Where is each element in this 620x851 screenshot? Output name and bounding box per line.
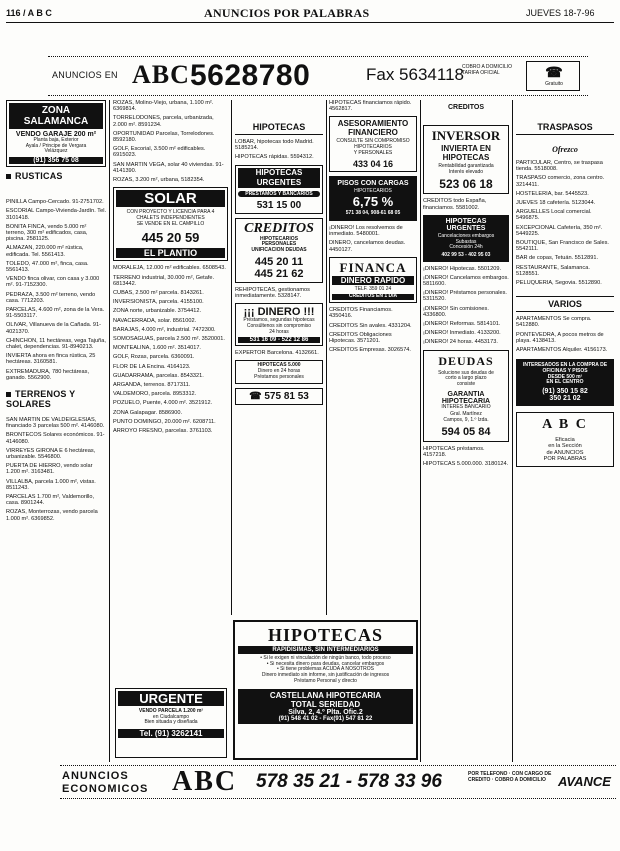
- varios-list: [516, 316, 614, 353]
- page-title: ANUNCIOS POR PALABRAS: [204, 6, 370, 20]
- abc-promo-line: Eficacia: [555, 437, 575, 444]
- list-item: HIPOTECAS rápidas. 5594312.: [235, 154, 314, 161]
- list-item: HIPOTECAS financiamos rápido. 4562817.: [329, 100, 412, 113]
- pisos-sub: HIPOTECARIOS: [354, 187, 392, 194]
- banner-prefix: ANUNCIOS EN: [52, 70, 118, 80]
- list-item: BRONTECOS Solares económicos. 91-4146080.: [6, 432, 105, 445]
- dinero-line: 24 horas: [269, 328, 289, 335]
- list-item: GOLF, Escorial, 3.500 m² edificables. 6915023.: [113, 146, 206, 159]
- list-item: BOUTIQUE, San Francisco de Sales. 5542111.: [516, 240, 609, 253]
- hip-urgentes-title: HIPOTECAS URGENTES: [238, 168, 320, 188]
- hipotecas-heading: HIPOTECAS: [235, 122, 323, 135]
- creditos-line: PERSONALES: [261, 241, 297, 248]
- castellana-block: [238, 689, 413, 724]
- list-item: FLOR DE LA Encina. 4164123.: [113, 363, 191, 370]
- dinero-line: Préstamos, segundas hipotecas: [243, 317, 315, 324]
- page-date: JUEVES 18-7-96: [526, 8, 595, 18]
- creditos-line: HIPOTECARIOS: [259, 235, 299, 242]
- list-item: ROZAS, Monterrozas, vendo parcela 1.000 m². 6369852.: [6, 509, 98, 522]
- list-item: POZUELO, Puente, 4.000 m². 3521912.: [113, 400, 213, 407]
- footer-avance: AVANCE: [558, 774, 611, 789]
- hipotecas-urgentes-ad: [235, 165, 323, 214]
- deudas-sub: INTERES BANCARIO: [441, 403, 491, 410]
- inversor-title: INVERSOR: [431, 128, 501, 143]
- deudas-phone: 594 05 84: [441, 425, 491, 438]
- hipotecas-big-ad: [233, 620, 418, 760]
- small-ad-line: Dinero en 24 horas: [257, 368, 301, 375]
- list-item: HOSTELERIA, bar. 5445523.: [516, 190, 589, 197]
- phone-icon: ☎: [545, 64, 563, 80]
- deudas-line: consiste: [456, 381, 476, 388]
- list-item: CREDITOS todo España, financiamos. 5581002.: [423, 198, 487, 211]
- list-item: ¡DINERO! Reformas. 5814101.: [423, 321, 501, 328]
- list-item: DINERO, cancelamos deudas. 4450127.: [329, 240, 406, 253]
- solar-line: CON PROYECTO Y LICENCIA PARA 4: [126, 209, 215, 216]
- banner-fax: Fax 5634118: [366, 65, 464, 84]
- list-item: PARCELAS, 4.600 m², zona de la Vera. 91-5503117.: [6, 306, 105, 320]
- phone-box: [235, 388, 323, 405]
- zona-phone: (91) 356 75 08: [9, 157, 103, 164]
- section-terrenos-label: TERRENOS Y SOLARES: [6, 388, 76, 409]
- col2-list-b: [113, 265, 228, 434]
- list-item: ¡DINERO! Hipotecas. 5501209.: [423, 265, 502, 272]
- list-item: BAR de copas, Tetuán. 5512891.: [516, 255, 598, 262]
- urgente-title: URGENTE: [118, 691, 224, 706]
- castellana-sub: TOTAL SERIEDAD: [290, 699, 361, 709]
- small-hipotecas-ad: [235, 360, 323, 383]
- hipotecas-big-line: • Si le exigen ni vinculación de ningún banco, todo proceso: [260, 655, 391, 661]
- financa-tag: CREDITOS EN 1 DIA: [332, 294, 414, 300]
- list-item: BONITA FINCA, vendo 5.000 m² terreno, 300 m² edificados, casa, piscina. 2581125.: [6, 223, 88, 243]
- hipotecas-big-line: Préstamo Personal y directo: [294, 677, 357, 684]
- creditos-heading: CREDITOS: [447, 104, 485, 111]
- castellana-title: CASTELLANA HIPOTECARIA: [269, 690, 382, 700]
- list-item: ROZAS, 3.200 m², urbana, 5182354.: [113, 177, 205, 184]
- interesados-ad: [516, 359, 614, 406]
- hipotecas-big-sub: RAPIDISIMAS, SIN INTERMEDIARIOS: [238, 646, 413, 654]
- col4-small-list: [329, 307, 417, 353]
- list-item: PELUQUERIA, Segovia. 5512890.: [516, 280, 602, 287]
- interesados-phone: 350 21 02: [549, 395, 581, 403]
- list-item: APARTAMENTOS Alquiler. 4156173.: [516, 347, 608, 354]
- creditos-line: UNIFICACION DEUDAS: [251, 247, 307, 254]
- list-item: ESCORIAL Campo-Vivienda-Jardín. Tel. 3101418.: [6, 208, 106, 221]
- list-item: PARCELAS 1.700 m², Valdemorillo, casa. 8901244.: [6, 494, 95, 507]
- column-5: [423, 100, 509, 765]
- square-bullet-icon: [6, 174, 11, 179]
- column-6: [516, 100, 614, 765]
- zona-line: Velázquez: [44, 148, 68, 155]
- list-item: ZONA Galapagar. 8586900.: [113, 409, 183, 416]
- hip-urgentes2-title: HIPOTECAS URGENTES: [445, 217, 487, 232]
- list-item: SAN MARTIN VEGA, solar 40 viviendas. 91-4141390.: [113, 161, 224, 174]
- hip-urgentes2-phone: 402 99 53 - 402 95 03: [441, 251, 491, 258]
- col2-list-a: [113, 100, 228, 183]
- ofrezco-label: Ofrezco: [552, 145, 578, 154]
- dinero-title: ¡¡¡ DINERO !!!: [243, 306, 315, 319]
- deudas-title: DEUDAS: [438, 353, 494, 368]
- list-item: MONTEALINA, 1.600 m². 3514017.: [113, 345, 201, 352]
- solar-tag: EL PLANTIO: [116, 248, 225, 258]
- pisos-rate: 6,75 %: [352, 194, 394, 210]
- list-item: GOLF, Rozas, parcela. 6360091.: [113, 354, 195, 361]
- dinero-list: [423, 266, 509, 346]
- top-banner: [48, 56, 588, 96]
- list-item: PINILLA Campo-Cercado. 91-2751702.: [6, 199, 104, 206]
- solar-ad: [113, 187, 228, 261]
- dinero-ad: [235, 303, 323, 346]
- pisos-title: PISOS CON CARGAS: [337, 179, 409, 187]
- interesados-phone: (91) 350 15 82: [542, 388, 588, 396]
- small-ad-line: Préstamos personales: [254, 373, 304, 380]
- inversor-ad: [423, 125, 509, 194]
- list-item: CUBAS, 2.500 m² parcela. 8143261.: [113, 289, 204, 296]
- col-divider: [512, 100, 513, 762]
- list-item: HIPOTECAS préstamos. 4157218.: [423, 445, 485, 459]
- solar-phone: 445 20 59: [141, 230, 200, 246]
- footer-left2: ECONOMICOS: [62, 783, 149, 795]
- list-item: ARGANDA, terrenos. 8717311.: [113, 381, 191, 388]
- list-item: INVERSIONISTA, parcela. 4155100.: [113, 299, 204, 306]
- page-header: [6, 6, 614, 20]
- solar-title: SOLAR: [116, 190, 225, 207]
- list-item: VILLALBA, parcela 1.000 m², vistas. 8511243.: [6, 478, 96, 491]
- inversor-sub: INVIERTA EN HIPOTECAS: [441, 144, 491, 162]
- list-item: CREDITOS Financiamos. 4350416.: [329, 307, 393, 320]
- col-divider: [231, 100, 232, 615]
- list-item: VENDO finca olivar, con casa y 3.000 m². 91-7152300.: [6, 276, 100, 289]
- hipotecas-big-title: HIPOTECAS: [267, 625, 384, 645]
- varios-heading: VARIOS: [516, 296, 614, 312]
- deudas-line: Solucione sus deudas de: [438, 369, 494, 376]
- col3-list-a: [235, 139, 323, 161]
- footer-brand: ABC: [172, 766, 238, 797]
- list-item: CHINCHON, 11 hectáreas, vega Tajuña, chalet, dependencias. 91-8940213.: [6, 337, 106, 350]
- creditos-phone: 445 20 11: [254, 255, 304, 268]
- traspasos-heading: TRASPASOS: [516, 122, 614, 135]
- list-item: REHIPOTECAS, gestionamos inmediatamente. 5328147.: [235, 286, 310, 299]
- traspasos-list: [516, 160, 614, 286]
- list-item: PEDRAZA, 3.500 m² terreno, vendo casa. 7712203.: [6, 291, 96, 304]
- list-item: TORRELODONES, parcela, urbanizada, 2.000 m². 8591234.: [113, 115, 214, 128]
- list-item: PUERTA DE HIERRO, vendo solar 1.200 m². 3163481.: [6, 463, 93, 476]
- list-item: EXCEPCIONAL Cafetería, 350 m². 5449225.: [516, 224, 603, 237]
- list-item: ¡DINERO! Cancelamos embargos. 5811600.: [423, 274, 509, 288]
- list-item: APARTAMENTOS Se compra. 5412880.: [516, 316, 592, 329]
- column-3: [235, 100, 323, 615]
- list-item: EXPERTOR Barcelona. 4132661.: [235, 350, 319, 357]
- hipotecas-big-line: • Si tiene problemas ACUDA A NOSOTROS: [276, 666, 375, 673]
- creditos-title: CREDITOS: [244, 220, 314, 236]
- asesoramiento-ad: [329, 116, 417, 171]
- phone-icon: ☎: [249, 390, 265, 402]
- abc-promo-line: POR PALABRAS: [543, 455, 587, 462]
- list-item: ¡DINERO! Sin comisiones. 4336800.: [423, 305, 489, 318]
- castellana-addr: Silva, 2, 4.º Plta. Ofic.2: [288, 708, 363, 716]
- creditos-phone: 445 21 62: [254, 267, 304, 280]
- list-item: RESTAURANTE, Salamanca. 5128551.: [516, 264, 590, 277]
- solar-line: CHALETS INDEPENDIENTES: [136, 214, 205, 221]
- financa-ad: [329, 257, 417, 303]
- list-item: VIRREYES GIRONA E 6 hectáreas, urbanizable. 5546800.: [6, 447, 96, 460]
- deudas-line: corto a largo plazo: [445, 375, 487, 382]
- asesoramiento-line: CONSULTE SIN COMPROMISO: [336, 138, 410, 145]
- inversor-phone: 523 06 18: [439, 177, 493, 192]
- asesoramiento-line: Y PERSONALES: [353, 149, 393, 156]
- hip-urgentes2-line: Concesión 24h: [449, 244, 483, 251]
- footer-note: POR TELEFONO · CON CARGO DE CREDITO · COBRO A DOMICILIO: [468, 771, 552, 783]
- inversor-line: Rentabilidad garantizada: [438, 163, 494, 169]
- asesoramiento-phone: 433 04 16: [352, 158, 394, 169]
- col5-list-b: [423, 446, 509, 468]
- pisos-ad: [329, 176, 417, 221]
- column-4: [329, 100, 417, 615]
- urgente-line: VENDO PARCELA 1.200 m²: [138, 708, 204, 714]
- creditos-ad: [235, 218, 323, 283]
- deudas-garantia: GARANTIA HIPOTECARIA: [441, 390, 491, 405]
- deudas-addr: Campos, 9, 1.º Izda.: [443, 417, 489, 424]
- urgente-phone: Tel. (91) 3262141: [118, 729, 224, 738]
- list-item: CREDITOS Obligaciones Hipotecas. 3571201.: [329, 331, 392, 344]
- list-item: CREDITOS Empresas. 3026574.: [329, 347, 411, 354]
- solar-line: SE VENDE EN EL CAMPILLO: [136, 220, 205, 227]
- hip-urgentes-phone: 531 15 00: [256, 199, 302, 211]
- footer-left1: ANUNCIOS: [62, 770, 129, 782]
- pisos-phone: 571 38 04, 908-61 68 05: [345, 210, 401, 217]
- list-item: NAVACERRADA, solar. 8561002.: [113, 317, 197, 324]
- list-item: ZONA norte, urbanizable. 3754412.: [113, 308, 202, 315]
- section-rusticas: [6, 171, 106, 181]
- hip-urgentes2-line: Cancelaciones embargos: [437, 232, 495, 239]
- section-rusticas-label: RUSTICAS: [15, 171, 63, 182]
- list-item: OPORTUNIDAD Parcelas, Torrelodones. 8592180.: [113, 130, 215, 144]
- list-item: PONTEVEDRA, A pocos metros de playa. 4138413.: [516, 331, 604, 344]
- terrenos-list: [6, 417, 106, 522]
- zona-salamanca-ad: [6, 100, 106, 167]
- financa-title: FINANCA: [339, 259, 407, 275]
- phone-box-number: 575 81 53: [264, 390, 309, 402]
- list-item: OLIVAR, Villanueva de la Cañada. 91-4021370.: [6, 322, 101, 335]
- list-item: JUEVES 18 cafetería. 5123044.: [516, 200, 596, 207]
- rusticas-list: [6, 199, 106, 381]
- zona-title: ZONA SALAMANCA: [9, 103, 103, 129]
- list-item: ROZAS, Molino-Viejo, urbana, 1.100 m². 6369814.: [113, 100, 214, 113]
- asesoramiento-line: HIPOTECARIOS: [354, 144, 392, 151]
- dinero-phone: 531 16 09 - 522 12 86: [238, 337, 320, 343]
- castellana-phone: (91) 548 41 02 - Fax(91) 547 81 22: [278, 715, 373, 722]
- small-ad-line: HIPOTECAS 5.000: [257, 362, 301, 369]
- list-item: BARAJAS, 4.000 m², industrial. 7472300.: [113, 326, 216, 333]
- list-item: PARTICULAR, Centro, se traspasa tienda. 5518008.: [516, 160, 603, 173]
- list-item: TERRENO industrial, 30.000 m², Getafe. 6813442.: [113, 274, 215, 287]
- urgente-ad: [115, 688, 227, 758]
- interesados-line: DESDE 500 m²: [547, 373, 583, 380]
- asesoramiento-title: ASESORAMIENTO FINANCIERO: [337, 119, 409, 138]
- banner-brand: ABC: [132, 60, 190, 89]
- list-item: HIPOTECAS 5.000.000. 3180124.: [423, 461, 509, 468]
- col-divider: [420, 100, 421, 762]
- list-item: VALDEMORO, parcela. 8953312.: [113, 391, 197, 398]
- abc-promo-title: A B C: [542, 417, 588, 433]
- list-item: TOLEDO, 47.000 m², finca, casa. 5561413.: [6, 260, 89, 273]
- abc-promo-box: [516, 412, 614, 467]
- urgente-line: en Ciudalcampo: [152, 713, 190, 720]
- header-rule: [6, 22, 614, 23]
- list-item: ALMAZAN, 220.000 m² rústica, edificada. Tel. 5561413.: [6, 245, 84, 258]
- banner-side: Gratuito: [545, 81, 563, 87]
- list-item: EXTREMADURA, 780 hectáreas, ganado. 5562900.: [6, 368, 90, 381]
- col-divider: [326, 100, 327, 615]
- list-item: ARROYO FRESNO, parcelas. 3761103.: [113, 428, 213, 434]
- hip-urgentes-sub: PRESTAMOS Y BANCARIOS: [238, 191, 320, 197]
- banner-note: COBRO A DOMICILIO TARIFA OFICIAL: [462, 64, 513, 76]
- inversor-line: Interés elevado: [448, 168, 484, 175]
- deudas-addr: Gral. Martínez: [450, 411, 482, 418]
- financa-phone: TELF. 359 01 24: [354, 285, 392, 292]
- list-item: PUNTO DOMINGO, 20.000 m². 6208711.: [113, 418, 216, 425]
- interesados-line: INTERESADOS EN LA COMPRA DE OFICINAS Y PISOS: [522, 362, 608, 374]
- col4-list-b: [329, 225, 417, 253]
- financa-sub: DINERO RAPIDO: [332, 276, 414, 285]
- interesados-line: EN EL CENTRO: [546, 379, 584, 386]
- list-item: INVIERTA ahora en finca rústica, 25 hectáreas. 3160581.: [6, 353, 96, 366]
- section-terrenos: [6, 389, 106, 409]
- list-item: LOBAR, hipotecas todo Madrid. 5185214.: [235, 139, 314, 152]
- list-item: TRASPASO comercio, zona centro. 3214411.: [516, 175, 605, 188]
- square-bullet-icon: [6, 392, 11, 397]
- banner-side-box: [526, 61, 580, 91]
- hip-urgentes2-line: Subastas: [455, 238, 477, 245]
- column-2: [113, 100, 228, 765]
- footer-banner: [60, 765, 616, 799]
- list-item: ARGUELLES Local comercial. 5496875.: [516, 209, 592, 222]
- list-item: MORALEJA, 12.000 m² edificables. 6508543.: [113, 265, 226, 272]
- dinero-line: Consúltenos sin compromiso: [246, 322, 312, 329]
- banner-phone: 5628780: [190, 59, 311, 92]
- list-item: GUADARRAMA, parcelas. 8543321.: [113, 372, 204, 379]
- zona-line: Planta baja, Exterior: [33, 137, 79, 143]
- list-item: CREDITOS Sin avales. 4331204.: [329, 322, 412, 329]
- page-number: 116 / A B C: [6, 8, 52, 18]
- list-item: ¡DINERO! Inmediato. 4133200.: [423, 330, 501, 337]
- footer-phones: 578 35 21 - 578 33 96: [256, 771, 442, 792]
- zona-sub: VENDO GARAJE 200 m²: [15, 131, 97, 138]
- hipotecas-urgentes2-ad: [423, 215, 509, 262]
- zona-line: Ayala / Principe de Vergara: [25, 142, 87, 149]
- list-item: ¡DINERO! 24 horas. 4453173.: [423, 339, 498, 346]
- urgente-line: Bien situada y diseñada: [144, 719, 198, 726]
- deudas-ad: [423, 350, 509, 442]
- list-item: ¡DINERO! Los resolvemos de inmediato. 5480001.: [329, 224, 403, 238]
- hipotecas-big-line: Dinero inmediato sin informe, sin justificación de ingresos: [261, 672, 390, 679]
- abc-promo-line: de ANUNCIOS: [546, 449, 584, 456]
- abc-promo-line: en la Sección: [548, 443, 582, 450]
- hipotecas-big-line: • Si necesita dinero para deudas, cancelar embargos: [266, 660, 385, 667]
- list-item: ¡DINERO! Préstamos personales. 5311520.: [423, 290, 507, 303]
- list-item: SOMOSAGUAS, parcela 2.500 m². 3520001.: [113, 335, 225, 342]
- col-divider: [109, 100, 110, 762]
- column-1: [6, 100, 106, 765]
- list-item: SAN MARTIN DE VALDEIGLESIAS, financiado 3 parcelas 500 m². 4146080.: [6, 416, 105, 430]
